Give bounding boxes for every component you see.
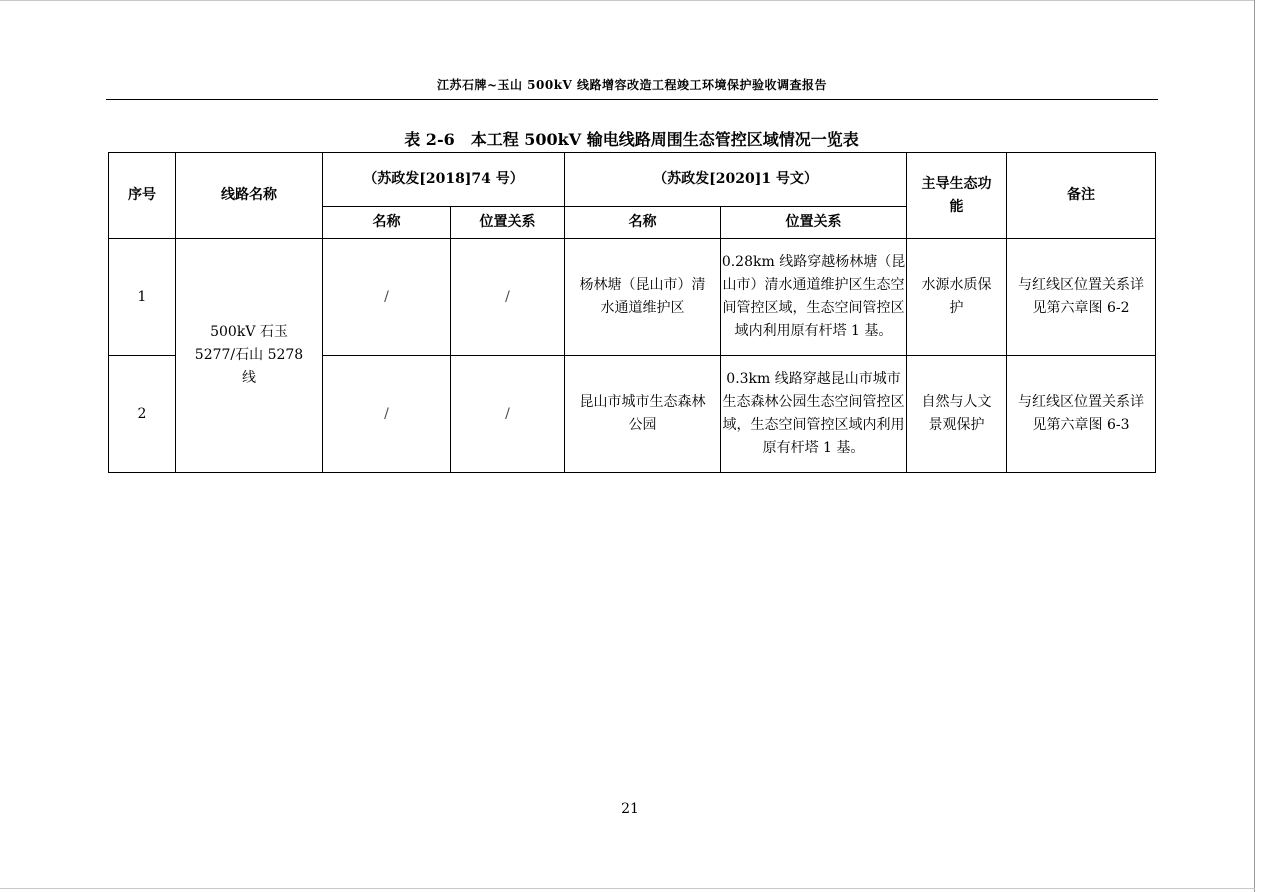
- row-seq: 2: [109, 356, 176, 473]
- header-remark: 备注: [1007, 153, 1156, 239]
- subheader-relation-2020: 位置关系: [721, 207, 907, 239]
- table-row: [109, 239, 1156, 356]
- page-right-edge: [1254, 0, 1255, 892]
- row-name-2018: /: [323, 356, 451, 473]
- subheader-name-2018: 名称: [323, 207, 451, 239]
- row-function: 自然与人文景观保护: [907, 356, 1007, 473]
- page-bottom-edge: [0, 888, 1255, 889]
- table-header-row: [109, 153, 1156, 207]
- row-relation-2018: /: [451, 356, 565, 473]
- header-rule: [106, 99, 1158, 100]
- row-remark: 与红线区位置关系详见第六章图 6-2: [1007, 239, 1156, 356]
- header-function: 主导生态功能: [907, 153, 1007, 239]
- row-seq: 1: [109, 239, 176, 356]
- header-group-2018: （苏政发[2018]74 号）: [323, 153, 565, 207]
- row-name-2020: 杨林塘（昆山市）清水通道维护区: [565, 239, 721, 356]
- ecological-control-table: [108, 152, 1156, 473]
- page-number: 21: [621, 801, 639, 817]
- row-function: 水源水质保护: [907, 239, 1007, 356]
- row-name-2020: 昆山市城市生态森林公园: [565, 356, 721, 473]
- row-name-2018: /: [323, 239, 451, 356]
- subheader-name-2020: 名称: [565, 207, 721, 239]
- table-caption: 表 2-6 本工程 500kV 输电线路周围生态管控区域情况一览表: [404, 130, 859, 149]
- header-group-2020: （苏政发[2020]1 号文）: [565, 153, 907, 207]
- running-header: 江苏石牌~玉山 500kV 线路增容改造工程竣工环境保护验收调查报告: [436, 78, 828, 92]
- row-line-name: 500kV 石玉 5277/石山 5278 线: [176, 239, 323, 473]
- row-remark: 与红线区位置关系详见第六章图 6-3: [1007, 356, 1156, 473]
- row-relation-2020: 0.28km 线路穿越杨林塘（昆山市）清水通道维护区生态空间管控区域，生态空间管控区域内利用原有杆塔 1 基。: [721, 239, 907, 356]
- header-line-name: 线路名称: [176, 153, 323, 239]
- row-relation-2020: 0.3km 线路穿越昆山市城市生态森林公园生态空间管控区域，生态空间管控区域内利用原有杆塔 1 基。: [721, 356, 907, 473]
- row-relation-2018: /: [451, 239, 565, 356]
- page-top-edge: [0, 0, 1255, 1]
- subheader-relation-2018: 位置关系: [451, 207, 565, 239]
- header-seq: 序号: [109, 153, 176, 239]
